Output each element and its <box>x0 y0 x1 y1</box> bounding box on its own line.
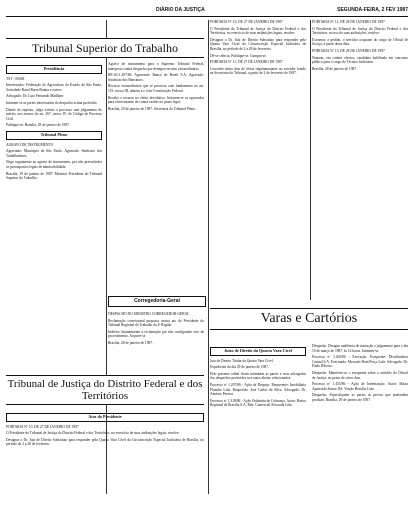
paragraph: O Presidente do Tribunal de Justiça do Distrito Federal e dos Territórios, no exercício de suas atribuições legais, resolve: <box>210 26 306 36</box>
tjdf-text <box>6 410 204 495</box>
corregedoria-heading: Corregedoria-Geral <box>108 296 206 307</box>
paragraph: Publique-se. Brasília, 28 de janeiro de 1987. <box>6 123 70 128</box>
section-juizo: Juízo de Direito da Quarta Vara Cível <box>210 347 306 356</box>
paragraph: Nego seguimento ao agravo de instrumento, por não preenchidos os pressupostos legais de admissibilidade. <box>6 160 102 169</box>
paragraph: PORTARIA Nº 13, DE 28 DE JANEIRO DE 1987 <box>312 48 385 53</box>
varas-heading: Varas e Cartórios <box>210 308 408 330</box>
paragraph: PORTARIA Nº 12, DE 28 DE JANEIRO DE 1987 <box>312 20 385 24</box>
section-atos-presidente: Atos do Presidente <box>6 413 204 422</box>
paragraph: Brasília, 29 de janeiro de 1987. Secretaria do Tribunal Pleno. <box>108 106 196 111</box>
tjdf-heading: Tribunal de Justiça do Distrito Federal e dos Territórios <box>6 375 204 405</box>
header-journal-title: DIÁRIO DA JUSTIÇA <box>156 7 205 13</box>
paragraph: Designar o Dr. Juiz de Direito Substituto para responder pela Quarta Vara Cível da Circunscrição Especial Judiciária de Brasília, no período de 2 a 28 de fevereiro. <box>210 37 306 51</box>
paragraph: Conceder trinta dias de férias regulamentares ao servidor lotado na Secretaria do Tribunal, a partir de 2 de fevereiro de 1987. <box>210 66 306 76</box>
paragraph: Agravante: Município de São Paulo. Agravado: Sindicato dos Trabalhadores. <box>6 149 102 158</box>
paragraph: Juiz de Direito Titular da Quarta Vara Cível. <box>210 358 274 363</box>
paragraph: Processo nº 1.207/86 - Ação de Despejo. Requerente: Imobiliária Planalto Ltda. Requerido: José Carlos da Silva. Advogado: Dr. Antônio Pereira. <box>210 382 306 397</box>
paragraph: Designar o Dr. Juiz de Direito Substituto para responder pela Quarta Vara Cível da Circunscrição Especial Judiciária de Brasília, no período de 2 a 28 de fevereiro. <box>6 437 204 447</box>
paragraph: Despacho: Manifeste-se o exequente sobre a certidão do Oficial de Justiça, no prazo de cinco dias. <box>312 370 408 380</box>
paragraph: O Presidente do Tribunal de Justiça do Distrito Federal e dos Territórios, no uso de suas atribuições, resolve: <box>312 26 408 36</box>
paragraph: PORTARIA Nº 11, DE 27 DE JANEIRO DE 1987 <box>210 60 283 65</box>
tst-heading: Tribunal Superior do Trabalho <box>6 38 204 58</box>
paragraph: Brasília, 28 de janeiro de 1987. <box>312 66 358 71</box>
column-3 <box>210 20 306 300</box>
paragraph: Pelo presente edital ficam intimadas as partes e seus advogados dos despachos proferidos nos autos abaixo relacionados. <box>210 371 306 381</box>
paragraph: Brasília, 19 de janeiro de 1987. Ministro Presidente do Tribunal Superior do Trabalho. <box>6 171 102 181</box>
paragraph: O Presidente do Tribunal de Justiça do Distrito Federal e dos Territórios, no exercício de suas atribuições legais, resolve: <box>6 431 180 436</box>
paragraph: Nomear, em caráter efetivo, candidata habilitada em concurso público para o cargo de Técnico Judiciário. <box>312 55 408 65</box>
paragraph: Agravo de instrumento para o Supremo Tribunal Federal, interposto contra despacho que denegou recurso extraordinário. <box>108 62 204 71</box>
paragraph: DESPACHO DO MINISTRO CORREGEDOR-GERAL <box>108 312 190 316</box>
column-4 <box>312 20 408 300</box>
paragraph: Processo nº 1.318/86 - Ação Ordinária de Cobrança. Autor: Banco Regional de Brasília S.A. Réu: Comercial Alvorada Ltda. <box>210 398 306 408</box>
column-4-lower <box>312 344 408 509</box>
paragraph: Interessados: Federação de Agricultura do Estado da São Paulo, Sociedade Rural Barra Bonita e outros. <box>6 83 102 92</box>
column-rule <box>208 20 209 494</box>
paragraph: Processo nº 1.402/86 - Execução. Exequente: Distribuidora Central S.A. Executado: Mercado Bom Preço Ltda. Advogado: Dr. Paulo Ribeiro. <box>312 355 408 369</box>
paragraph: Recebo o recurso no efeito devolutivo. Intimem-se os agravados para oferecimento de contra-razões no prazo legal. <box>108 95 204 105</box>
paragraph: Reclamação correicional proposta contra ato do Presidente do Tribunal Regional do Trabalho da 2ª Região. <box>108 318 204 328</box>
paragraph: Indefiro liminarmente a reclamação por não configurado erro de procedimento. Arquive-se. <box>108 329 204 339</box>
paragraph: Processo nº 1.455/86 - Ação de Indenização. Autor: Maria Aparecida Souza. Ré: Viação Brasília Ltda. <box>312 382 408 391</box>
paragraph: Diante do exposto, julgo extinto o processo sem julgamento do mérito, nos termos do art. 267, inciso IV, do Código de Processo Civil. <box>6 107 102 121</box>
column-rule <box>310 20 311 300</box>
paragraph: RE-AI-1.297/86. Agravante: Banco do Brasil S.A. Agravado: Sindicato dos Bancários. <box>108 73 204 82</box>
page-header <box>6 6 408 17</box>
header-date: SEGUNDA-FEIRA, 2 FEV 1987 <box>337 7 408 13</box>
section-tribunal-pleno: Tribunal Pleno <box>6 131 102 140</box>
paragraph: PORTARIA Nº 10, DE 27 DE JANEIRO DE 1987 <box>6 424 79 429</box>
paragraph: Despacho: Designo audiência de instrução e julgamento para o dia 10 de março de 1987, às 14 horas. Intimem-se. <box>312 344 408 353</box>
corregedoria-text <box>108 312 204 370</box>
column-3-lower <box>210 344 306 509</box>
section-presidencia: Presidência <box>6 65 102 74</box>
paragraph: Dê-se ciência. Publique-se. Cumpra-se. <box>210 53 267 58</box>
column-2 <box>108 62 204 292</box>
paragraph: Expediente do dia 29 de janeiro de 1987. <box>210 365 269 370</box>
paragraph: Recurso extraordinário que se processa com fundamento no art. 119, inciso III, alíneas a e d da Constituição Federal. <box>108 84 204 93</box>
paragraph: Despacho: Especifiquem as partes as provas que pretendem produzir. Brasília, 29 de janeiro de 1987. <box>312 393 408 402</box>
paragraph: Brasília, 28 de janeiro de 1987. <box>108 340 154 345</box>
paragraph: Intimem-se as partes interessadas do despacho acima proferido. <box>6 100 98 105</box>
paragraph: Exonerar, a pedido, o servidor ocupante do cargo de Oficial de Justiça, a partir desta data. <box>312 37 408 47</box>
paragraph: TST - 00048 <box>6 76 25 81</box>
paragraph: Advogado: Dr. Luiz Fernando Mailhaer. <box>6 94 64 99</box>
paragraph: PORTARIA Nº 10, DE 27 DE JANEIRO DE 1987 <box>210 20 283 24</box>
paragraph: AGRAVO DE INSTRUMENTO <box>6 142 54 147</box>
